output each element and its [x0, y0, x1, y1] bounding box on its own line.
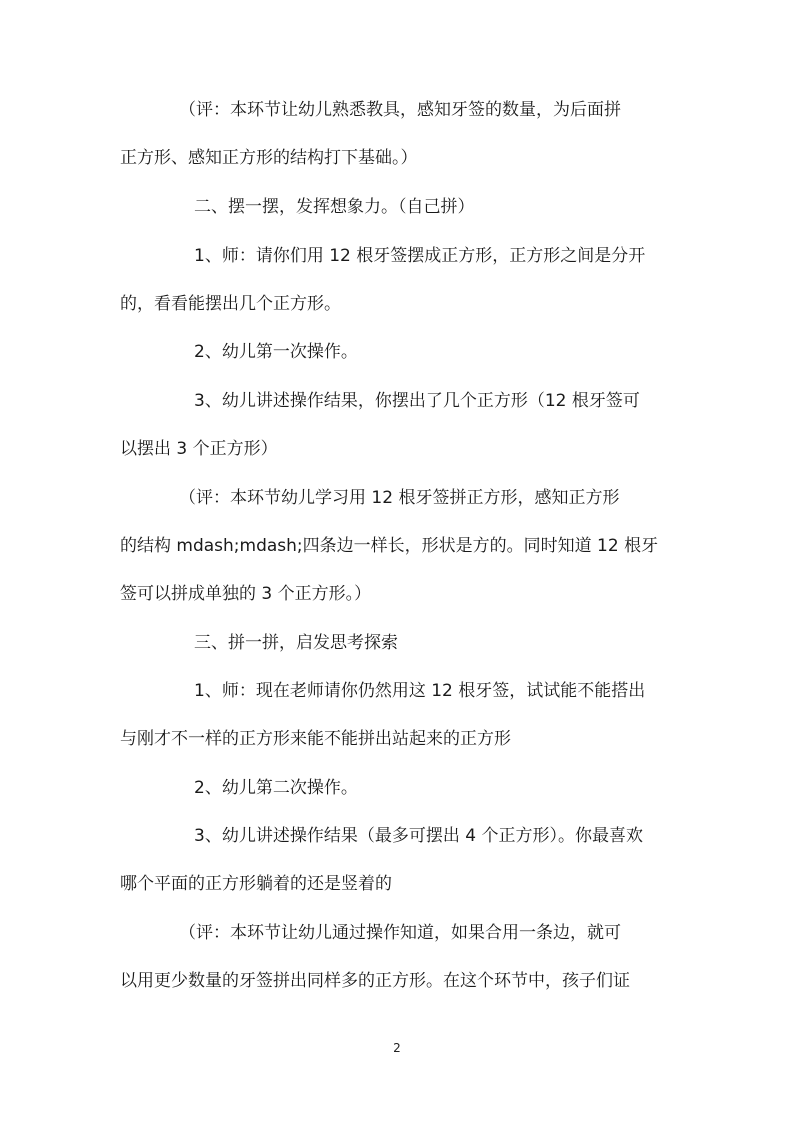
eval-paragraph-3-line-2: 以用更少数量的牙签拼出同样多的正方形。在这个环节中，孩子们证: [120, 971, 630, 991]
step-3b-line-1: 3、幼儿讲述操作结果（最多可摆出 4 个正方形）。你最喜欢: [194, 826, 643, 846]
eval-paragraph-2-line-1: （评：本环节幼儿学习用 12 根牙签拼正方形，感知正方形: [179, 488, 620, 508]
eval-paragraph-1-line-1: （评：本环节让幼儿熟悉教具，感知牙签的数量，为后面拼: [179, 100, 621, 120]
step-3-line-2: 以摆出 3 个正方形）: [120, 439, 278, 459]
step-3-line-1: 3、幼儿讲述操作结果，你摆出了几个正方形（12 根牙签可: [194, 391, 640, 411]
eval-paragraph-1-line-2: 正方形、感知正方形的结构打下基础。）: [120, 148, 418, 168]
section-heading-two: 二、摆一摆，发挥想象力。（自己拼）: [194, 197, 475, 217]
eval-paragraph-2-line-3: 签可以拼成单独的 3 个正方形。）: [120, 584, 372, 604]
step-1-line-2: 的，看看能摆出几个正方形。: [120, 294, 341, 314]
step-1b-line-1: 1、师：现在老师请你仍然用这 12 根牙签，试试能不能搭出: [194, 681, 646, 701]
eval-paragraph-2-line-2: 的结构 mdash;mdash;四条边一样长，形状是方的。同时知道 12 根牙: [120, 536, 659, 556]
step-2: 2、幼儿第一次操作。: [194, 342, 358, 362]
step-1b-line-2: 与刚才不一样的正方形来能不能拼出站起来的正方形: [120, 729, 511, 749]
eval-paragraph-3-line-1: （评：本环节让幼儿通过操作知道，如果合用一条边，就可: [179, 923, 621, 943]
page-number: 2: [393, 1041, 401, 1055]
step-1-line-1: 1、师：请你们用 12 根牙签摆成正方形，正方形之间是分开: [194, 246, 646, 266]
step-2b: 2、幼儿第二次操作。: [194, 778, 358, 798]
step-3b-line-2: 哪个平面的正方形躺着的还是竖着的: [120, 874, 392, 894]
section-heading-three: 三、拼一拼，启发思考探索: [194, 633, 398, 653]
